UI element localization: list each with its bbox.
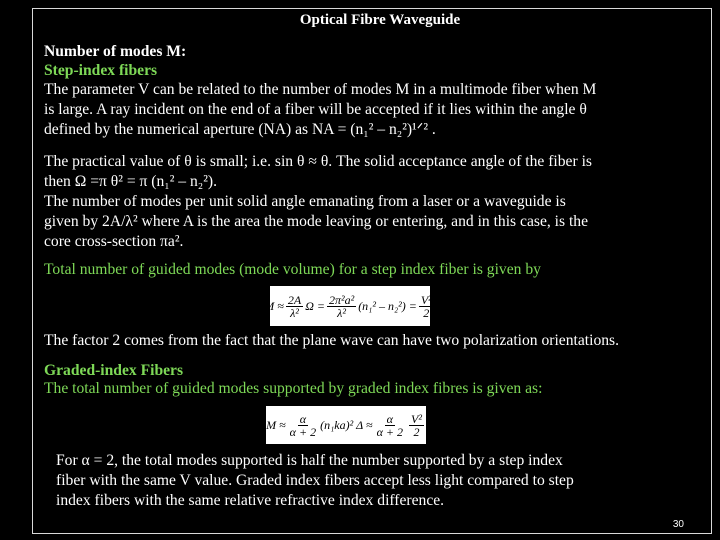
formula2-f3-den: 2 [413, 424, 420, 439]
formula2-f1-den: α + 2 [289, 424, 317, 439]
heading-graded-index: Graded-index Fibers [44, 362, 184, 379]
formula2-mid: (n₁ka)² Δ ≈ [320, 417, 373, 432]
formula2-fraction-2 [375, 413, 405, 438]
para6-graded-modes: The total number of guided modes supported by graded index fibres is given as: [44, 380, 543, 397]
formula1-f2-den: λ² [337, 305, 346, 320]
para1-line2: is large. A ray incident on the end of a fiber will be accepted if it lies within the angle θ [44, 101, 587, 118]
formula2-f2-num: α [386, 411, 393, 426]
formula2-fraction-1 [288, 413, 318, 438]
formula1-lhs: M ≈ [264, 298, 284, 313]
formula-step-index-modes [264, 286, 432, 326]
formula1-fraction-1 [286, 294, 303, 319]
para1-line1: The parameter V can be related to the number of modes M in a multimode fiber when M [44, 81, 597, 98]
formula1-fraction-3 [419, 294, 434, 319]
para3-line3: core cross-section πa². [44, 233, 184, 250]
formula1-f3-num: V² [420, 292, 432, 307]
formula1-paren: (n₁² – n₂²) = [358, 298, 417, 313]
formula2-f1-num: α [299, 411, 307, 426]
para7-line3: index fibers with the same relative refractive index difference. [56, 492, 445, 509]
para7-line2: fiber with the same V value. Graded index fibers accept less light compared to step [56, 472, 574, 489]
heading-number-of-modes: Number of modes M: [44, 43, 187, 60]
formula1-f1-den: λ² [290, 305, 299, 320]
formula2-fraction-3 [409, 413, 424, 438]
formula2-f3-num: V² [410, 411, 422, 426]
para3-line1: The number of modes per unit solid angle emanating from a laser or a waveguide is [44, 193, 566, 210]
formula-graded-index-modes [266, 406, 426, 444]
para4-mode-volume: Total number of guided modes (mode volume) for a step index fiber is given by [44, 261, 541, 278]
para2-line1: The practical value of θ is small; i.e. sin θ ≈ θ. The solid acceptance angle of the fiber is [44, 153, 592, 170]
para2-line2: then Ω =π θ² = π (n₁² – n₂²). [44, 173, 218, 190]
formula2-f2-den: α + 2 [376, 424, 403, 439]
heading-step-index: Step-index fibers [44, 62, 158, 79]
para1-line3: defined by the numerical aperture (NA) as NA = (n₁² – n₂²)¹ᐟ² . [44, 121, 436, 138]
formula2-lhs: M ≈ [266, 417, 286, 432]
para3-line2: given by 2A/λ² where A is the area the mode leaving or entering, and in this case, is the [44, 213, 589, 230]
page-number: 30 [672, 519, 684, 530]
slide-title: Optical Fibre Waveguide [299, 12, 461, 28]
formula1-f2-num: 2π²a² [328, 292, 355, 307]
formula1-f3-den: 2 [423, 305, 430, 320]
formula1-fraction-2 [327, 294, 356, 319]
para5-polarization: The factor 2 comes from the fact that the plane wave can have two polarization orientations. [44, 332, 620, 349]
formula1-f1-num: 2A [287, 292, 302, 307]
para7-line1: For α = 2, the total modes supported is half the number supported by a step index [56, 452, 563, 469]
formula1-omega: Ω = [305, 298, 325, 313]
